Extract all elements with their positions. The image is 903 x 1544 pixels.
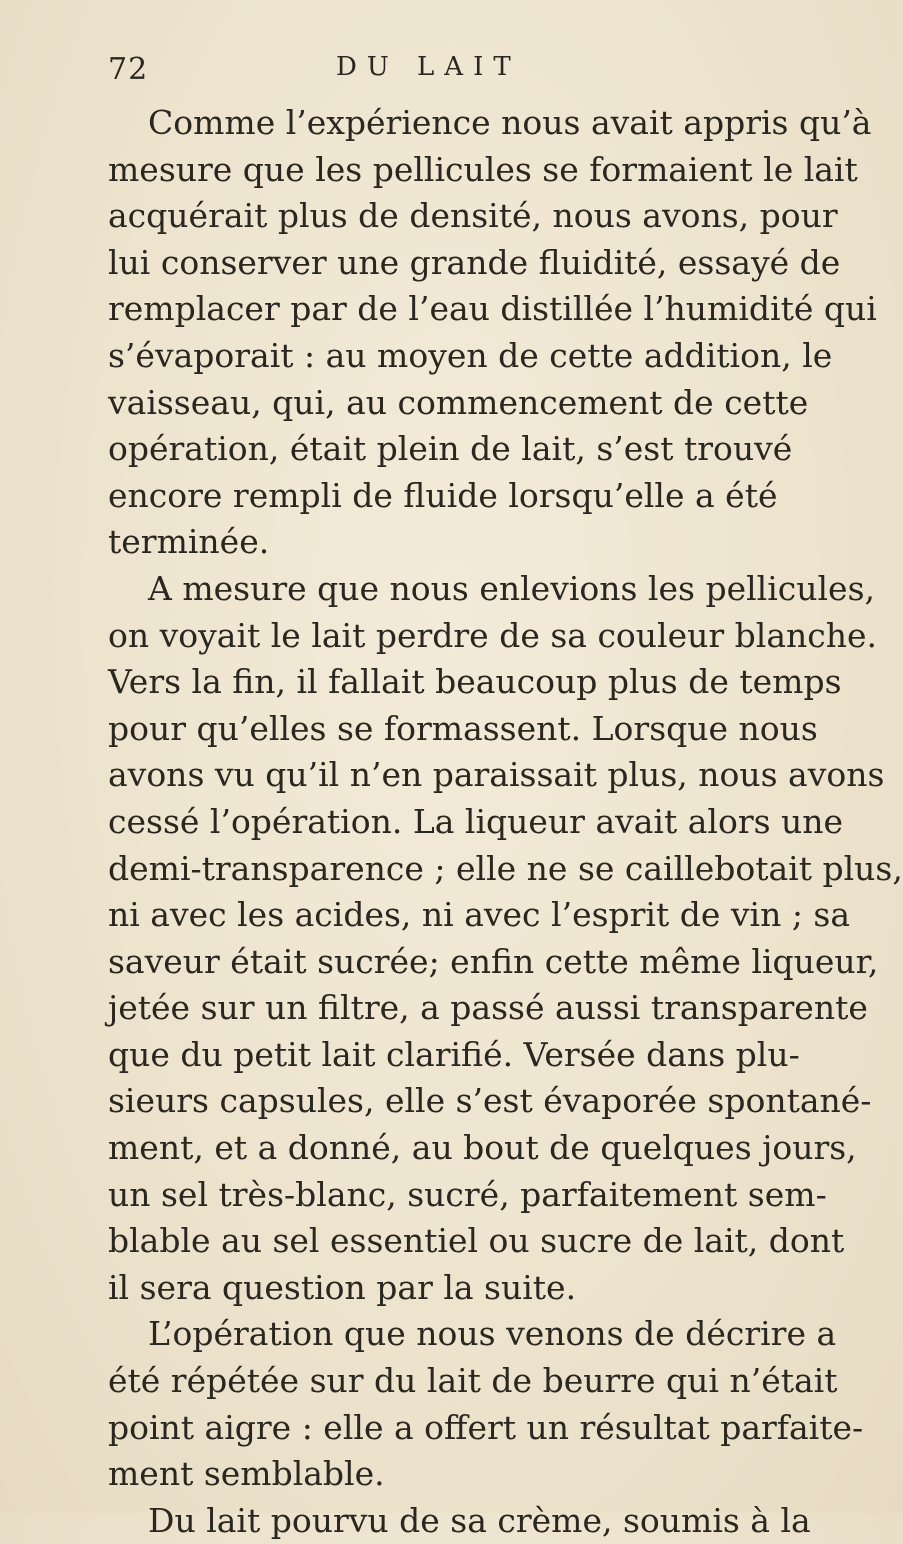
text-line: jetée sur un filtre, a passé aussi transparente <box>108 988 868 1028</box>
text-line: Vers la fin, il fallait beaucoup plus de temps <box>108 662 842 702</box>
text-line: il sera question par la suite. <box>108 1267 577 1307</box>
text-line: acquérait plus de densité, nous avons, pour <box>108 196 838 236</box>
text-line: remplacer par de l’eau distillée l’humidité qui <box>108 289 877 329</box>
text-line: point aigre : elle a offert un résultat parfaite- <box>108 1407 864 1447</box>
text-line: on voyait le lait perdre de sa couleur blanche. <box>108 615 878 655</box>
text-line: Du lait pourvu de sa crème, soumis à la <box>148 1500 811 1540</box>
text-line: Comme l’expérience nous avait appris qu’à <box>148 103 872 142</box>
text-line: L’opération que nous venons de décrire a <box>148 1314 837 1354</box>
body-text <box>108 100 903 1544</box>
text-line: que du petit lait clarifié. Versée dans plu- <box>108 1034 800 1074</box>
text-line: ment semblable. <box>108 1454 385 1494</box>
text-line: s’évaporait : au moyen de cette addition, le <box>108 335 833 375</box>
text-line: terminée. <box>108 522 270 562</box>
running-head-title: DU LAIT <box>336 52 521 82</box>
text-line: sieurs capsules, elle s’est évaporée spontané- <box>108 1081 872 1121</box>
text-line: encore rempli de fluide lorsqu’elle a été <box>108 475 778 515</box>
text-line: pour qu’elles se formassent. Lorsque nous <box>108 708 818 748</box>
text-line: ment, et a donné, au bout de quelques jours, <box>108 1128 857 1168</box>
text-line: été répétée sur du lait de beurre qui n’était <box>108 1361 838 1401</box>
text-line: opération, était plein de lait, s’est trouvé <box>108 429 793 469</box>
text-line: cessé l’opération. La liqueur avait alors une <box>108 801 844 841</box>
text-line: mesure que les pellicules se formaient le lait <box>108 149 858 189</box>
text-line: saveur était sucrée; enfin cette même liqueur, <box>108 941 879 981</box>
text-line: ni avec les acides, ni avec l’esprit de vin ; sa <box>108 895 851 935</box>
text-line: demi-transparence ; elle ne se caillebotait plus, <box>108 848 903 888</box>
text-line: lui conserver une grande fluidité, essayé de <box>108 242 841 282</box>
text-line: A mesure que nous enlevions les pellicules, <box>148 568 875 608</box>
text-line: un sel très-blanc, sucré, parfaitement sem- <box>108 1174 827 1214</box>
text-line: vaisseau, qui, au commencement de cette <box>108 382 809 422</box>
page-number: 72 <box>108 52 149 87</box>
text-line: blable au sel essentiel ou sucre de lait, dont <box>108 1221 845 1261</box>
text-line: avons vu qu’il n’en paraissait plus, nous avons <box>108 755 885 795</box>
running-head <box>108 52 768 92</box>
